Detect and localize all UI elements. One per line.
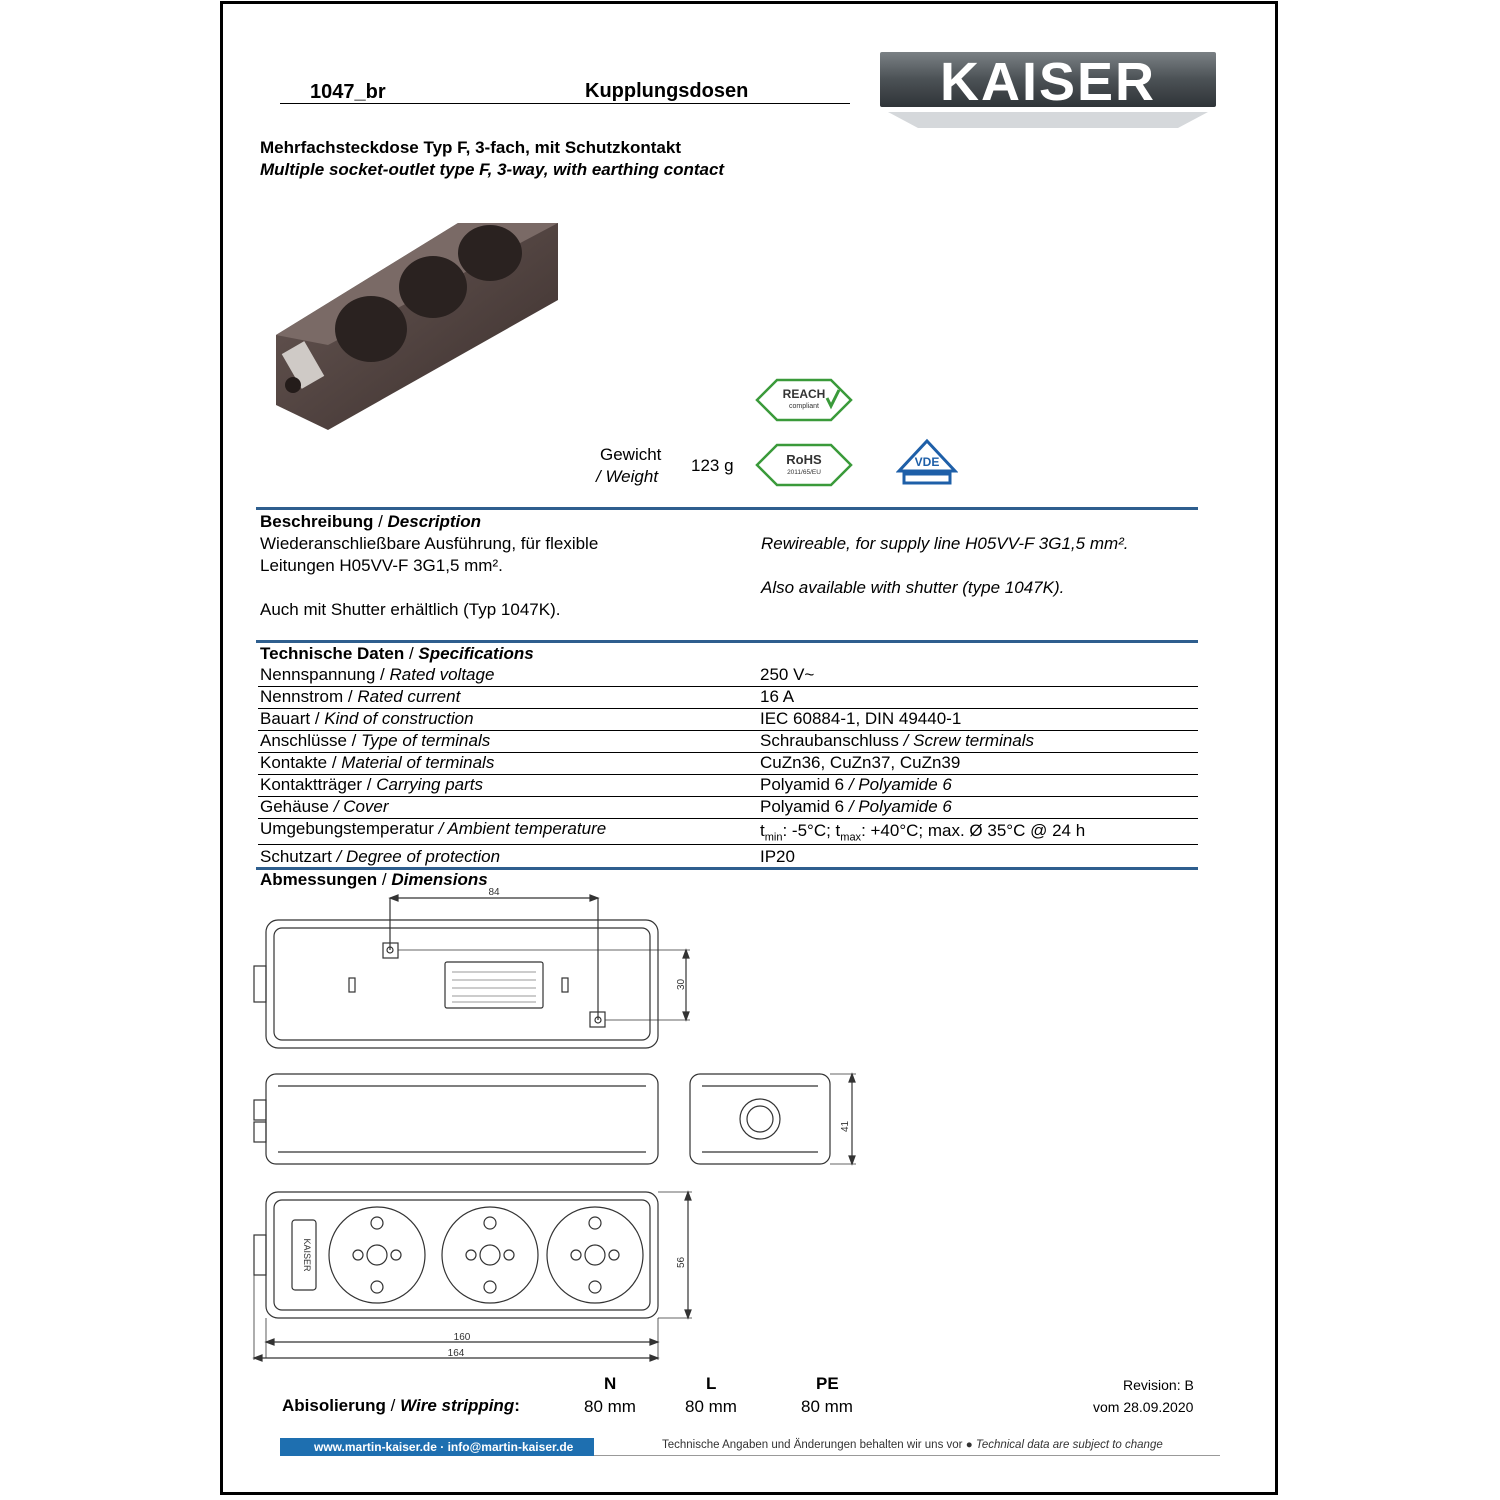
revision-date: vom 28.09.2020: [1093, 1399, 1194, 1415]
header-underline: [280, 103, 850, 104]
product-title-en: Multiple socket-outlet type F, 3-way, with earthing contact: [260, 160, 725, 179]
spec-row-protection: Schutzart / Degree of protection IP20: [260, 847, 795, 866]
kaiser-logo: [878, 50, 1218, 130]
section-rule-description: [256, 507, 1198, 510]
strip-value-pe: 80 mm: [801, 1397, 853, 1416]
description-de-line1: Wiederanschließbare Ausführung, für flexible: [260, 534, 599, 553]
footer-note: Technische Angaben und Änderungen behalten wir uns vor ● Technical data are subject to change: [662, 1439, 1163, 1451]
spec-row: Bauart / Kind of construction IEC 60884-1, DIN 49440-1: [258, 708, 1198, 731]
svg-text:2011/65/EU: 2011/65/EU: [787, 469, 821, 476]
strip-value-n: 80 mm: [584, 1397, 636, 1416]
spec-row: Anschlüsse / Type of terminals Schraubanschluss / Screw terminals: [258, 730, 1198, 753]
svg-text:KAISER: KAISER: [302, 1238, 312, 1272]
reach-badge: [755, 378, 853, 422]
spec-row: Nennspannung / Rated voltage 250 V~: [258, 664, 1198, 687]
strip-head-n: N: [604, 1374, 617, 1393]
section-rule-specs: [256, 640, 1198, 643]
svg-text:164: 164: [447, 1348, 465, 1359]
svg-text:KAISER: KAISER: [939, 52, 1157, 112]
weight-label-en: / Weight: [596, 467, 659, 486]
description-heading: Beschreibung / Description: [260, 512, 482, 531]
article-number: 1047_br: [310, 81, 386, 103]
svg-text:41: 41: [840, 1120, 851, 1132]
weight-value: 123 g: [691, 456, 734, 475]
dimension-drawing: [240, 880, 880, 1370]
description-de-line3: Auch mit Shutter erhältlich (Typ 1047K).: [260, 600, 561, 619]
description-de-line2: Leitungen H05VV-F 3G1,5 mm².: [260, 556, 503, 575]
svg-text:56: 56: [676, 1256, 687, 1268]
product-title-de: Mehrfachsteckdose Typ F, 3-fach, mit Schutzkontakt: [260, 138, 681, 157]
svg-text:84: 84: [488, 887, 500, 898]
specs-heading: Technische Daten / Specifications: [260, 644, 534, 663]
svg-text:RoHS: RoHS: [786, 452, 822, 467]
category-title: Kupplungsdosen: [585, 80, 749, 102]
svg-text:compliant: compliant: [789, 403, 819, 410]
footer-rule: [594, 1455, 1220, 1456]
wire-stripping-label: Abisolierung / Wire stripping:: [282, 1396, 520, 1415]
svg-text:REACH: REACH: [782, 387, 826, 401]
vde-badge: [896, 438, 958, 488]
weight-label-de: Gewicht: [600, 445, 662, 464]
spec-row-ambient: Umgebungstemperatur / Ambient temperature $t_{min}$: -5°C; $t_{max}$: +40°C; max. Ø 35°C @ 24 h: [258, 818, 1198, 845]
spec-row: Gehäuse / Cover Polyamid 6 / Polyamide 6: [258, 796, 1198, 819]
svg-text:VDE: VDE: [914, 455, 940, 469]
description-en-line1: Rewireable, for supply line H05VV-F 3G1,5 mm².: [761, 534, 1129, 553]
spec-row: Kontakte / Material of terminals CuZn36, CuZn37, CuZn39: [258, 752, 1198, 775]
strip-head-pe: PE: [816, 1374, 839, 1393]
dimensions-heading: Abmessungen / Dimensions: [260, 870, 488, 889]
description-en-line2: Also available with shutter (type 1047K).: [761, 578, 1065, 597]
revision-label: Revision: B: [1123, 1377, 1194, 1393]
spec-row: Kontaktträger / Carrying parts Polyamid 6 / Polyamide 6: [258, 774, 1198, 797]
footer-contact: www.martin-kaiser.de · info@martin-kaiser.de: [280, 1438, 594, 1456]
strip-value-l: 80 mm: [685, 1397, 737, 1416]
strip-head-l: L: [706, 1374, 717, 1393]
spec-row: Nennstrom / Rated current 16 A: [258, 686, 1198, 709]
rohs-badge: [755, 443, 853, 487]
svg-text:30: 30: [676, 978, 687, 990]
product-photo: [268, 205, 568, 435]
svg-text:160: 160: [453, 1332, 471, 1343]
